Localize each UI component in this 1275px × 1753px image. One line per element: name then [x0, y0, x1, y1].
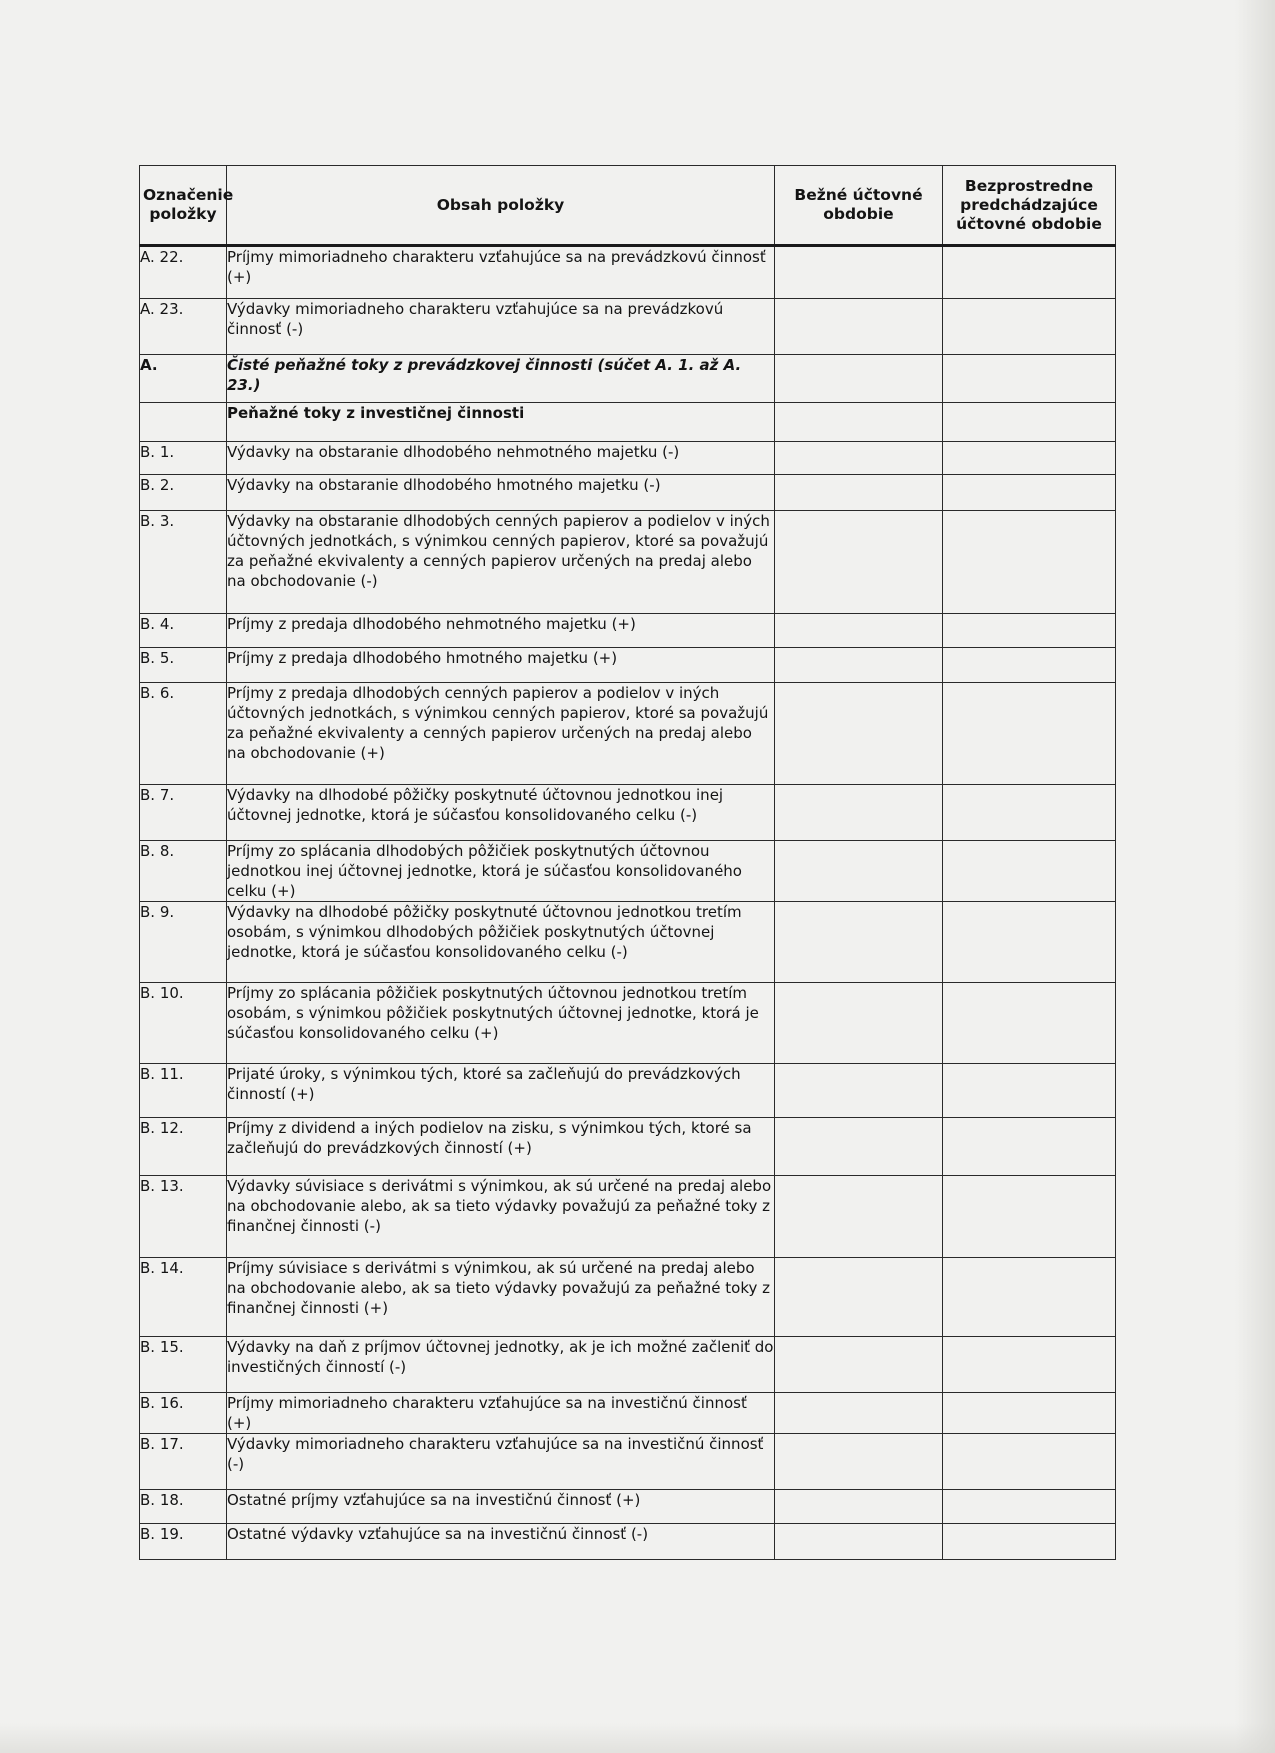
- row-description: Výdavky na dlhodobé pôžičky poskytnuté účtovnou jednotkou tretím osobám, s výnimkou dlhodobých pôžičiek poskytnutých účtovnej jednotke, ktorá je súčasťou konsolidovaného celku (-): [227, 902, 775, 983]
- table-row-total: [140, 355, 1116, 403]
- row-code: B. 19.: [140, 1524, 227, 1560]
- row-current-value: [775, 511, 943, 614]
- row-current-value: [775, 246, 943, 299]
- table-row: [140, 648, 1116, 683]
- row-current-value: [775, 648, 943, 683]
- table-row: [140, 1258, 1116, 1337]
- row-current-value: [775, 902, 943, 983]
- header-previous-label: Bezprostredne predchádzajúce účtovné obdobie: [956, 176, 1102, 233]
- row-description: Výdavky na dlhodobé pôžičky poskytnuté účtovnou jednotkou inej účtovnej jednotke, ktorá je súčasťou konsolidovaného celku (-): [227, 785, 775, 841]
- header-current-label: Bežné účtovné obdobie: [794, 186, 923, 223]
- row-previous-value: [943, 442, 1116, 475]
- row-description: Výdavky na obstaranie dlhodobého nehmotného majetku (-): [227, 442, 775, 475]
- row-description: Príjmy mimoriadneho charakteru vzťahujúce sa na investičnú činnosť (+): [227, 1393, 775, 1434]
- row-previous-value: [943, 614, 1116, 648]
- row-current-value: [775, 1176, 943, 1258]
- row-code: B. 2.: [140, 475, 227, 511]
- row-description: Výdavky súvisiace s derivátmi s výnimkou, ak sú určené na predaj alebo na obchodovanie alebo, ak sa tieto výdavky považujú za peňažné toky z finančnej činnosti (-): [227, 1176, 775, 1258]
- row-code: B. 15.: [140, 1337, 227, 1393]
- row-previous-value: [943, 683, 1116, 785]
- table-row: [140, 1524, 1116, 1560]
- row-code: B. 10.: [140, 983, 227, 1064]
- row-description: Prijaté úroky, s výnimkou tých, ktoré sa začleňujú do prevádzkových činností (+): [227, 1064, 775, 1118]
- row-current-value: [775, 403, 943, 442]
- row-code: B. 9.: [140, 902, 227, 983]
- header-code-label: Označenie položky: [143, 186, 234, 223]
- row-code: A. 22.: [140, 246, 227, 299]
- row-code: A.: [140, 355, 227, 403]
- row-code: B. 4.: [140, 614, 227, 648]
- row-description: Príjmy súvisiace s derivátmi s výnimkou, ak sú určené na predaj alebo na obchodovanie alebo, ak sa tieto výdavky považujú za peňažné toky z finančnej činnosti (+): [227, 1258, 775, 1337]
- row-description: Výdavky na obstaranie dlhodobých cenných papierov a podielov v iných účtovných jednotkách, s výnimkou cenných papierov, ktoré sa považujú za peňažné ekvivalenty a cenných papierov určených na predaj alebo na obchodovanie (-): [227, 511, 775, 614]
- row-code: B. 17.: [140, 1434, 227, 1490]
- table-row: [140, 1064, 1116, 1118]
- row-previous-value: [943, 475, 1116, 511]
- row-previous-value: [943, 403, 1116, 442]
- row-description: Príjmy z predaja dlhodobého nehmotného majetku (+): [227, 614, 775, 648]
- row-description: Príjmy zo splácania pôžičiek poskytnutých účtovnou jednotkou tretím osobám, s výnimkou pôžičiek poskytnutých účtovnej jednotke, ktorá je súčasťou konsolidovaného celku (+): [227, 983, 775, 1064]
- row-previous-value: [943, 648, 1116, 683]
- table-row: [140, 299, 1116, 355]
- header-content-label: Obsah položky: [436, 195, 565, 214]
- table-row: [140, 475, 1116, 511]
- row-current-value: [775, 1118, 943, 1176]
- row-current-value: [775, 442, 943, 475]
- row-description: Výdavky mimoriadneho charakteru vzťahujúce sa na investičnú činnosť (-): [227, 1434, 775, 1490]
- table-row-section-heading: [140, 403, 1116, 442]
- table-row: [140, 246, 1116, 299]
- table-row: [140, 1393, 1116, 1434]
- row-current-value: [775, 1393, 943, 1434]
- row-current-value: [775, 785, 943, 841]
- header-code: [140, 166, 234, 246]
- row-description: Ostatné výdavky vzťahujúce sa na investičnú činnosť (-): [227, 1524, 775, 1560]
- table-row: [140, 1490, 1116, 1524]
- row-code: B. 7.: [140, 785, 227, 841]
- row-current-value: [775, 1524, 943, 1560]
- cash-flow-table: [139, 165, 1116, 1560]
- table-row: [140, 511, 1116, 614]
- row-description: Výdavky na daň z príjmov účtovnej jednotky, ak je ich možné začleniť do investičných činností (-): [227, 1337, 775, 1393]
- row-current-value: [775, 1064, 943, 1118]
- row-code: B. 18.: [140, 1490, 227, 1524]
- row-previous-value: [943, 902, 1116, 983]
- table-row: [140, 683, 1116, 785]
- row-current-value: [775, 1337, 943, 1393]
- row-previous-value: [943, 841, 1116, 902]
- table-row: [140, 902, 1116, 983]
- row-code: B. 5.: [140, 648, 227, 683]
- table-row: [140, 1337, 1116, 1393]
- row-previous-value: [943, 1524, 1116, 1560]
- row-description: Výdavky mimoriadneho charakteru vzťahujúce sa na prevádzkovú činnosť (-): [227, 299, 775, 355]
- table-row: [140, 785, 1116, 841]
- row-previous-value: [943, 1490, 1116, 1524]
- row-previous-value: [943, 299, 1116, 355]
- row-current-value: [775, 299, 943, 355]
- row-description: Príjmy z predaja dlhodobých cenných papierov a podielov v iných účtovných jednotkách, s výnimkou cenných papierov, ktoré sa považujú za peňažné ekvivalenty a cenných papierov určených na predaj alebo na obchodovanie (+): [227, 683, 775, 785]
- row-current-value: [775, 1434, 943, 1490]
- row-code: B. 11.: [140, 1064, 227, 1118]
- row-code: A. 23.: [140, 299, 227, 355]
- table-row: [140, 1176, 1116, 1258]
- row-current-value: [775, 841, 943, 902]
- row-description: Príjmy zo splácania dlhodobých pôžičiek poskytnutých účtovnou jednotkou inej účtovnej jednotke, ktorá je súčasťou konsolidovaného celku (+): [227, 841, 775, 902]
- header-current-period: [775, 166, 943, 246]
- row-previous-value: [943, 511, 1116, 614]
- row-code: B. 6.: [140, 683, 227, 785]
- row-previous-value: [943, 1258, 1116, 1337]
- row-description: Príjmy z predaja dlhodobého hmotného majetku (+): [227, 648, 775, 683]
- row-description: Príjmy z dividend a iných podielov na zisku, s výnimkou tých, ktoré sa začleňujú do prevádzkových činností (+): [227, 1118, 775, 1176]
- row-description: Ostatné príjmy vzťahujúce sa na investičnú činnosť (+): [227, 1490, 775, 1524]
- row-previous-value: [943, 246, 1116, 299]
- row-description: Peňažné toky z investičnej činnosti: [227, 403, 775, 442]
- table-row: [140, 442, 1116, 475]
- table-row: [140, 614, 1116, 648]
- row-previous-value: [943, 355, 1116, 403]
- row-code: B. 8.: [140, 841, 227, 902]
- row-previous-value: [943, 1064, 1116, 1118]
- row-previous-value: [943, 1434, 1116, 1490]
- table-row: [140, 1434, 1116, 1490]
- row-code: B. 16.: [140, 1393, 227, 1434]
- header-content: [227, 166, 775, 246]
- row-current-value: [775, 683, 943, 785]
- row-current-value: [775, 983, 943, 1064]
- table-row: [140, 841, 1116, 902]
- row-code: B. 3.: [140, 511, 227, 614]
- row-current-value: [775, 355, 943, 403]
- row-previous-value: [943, 1118, 1116, 1176]
- page-bottom-shadow: [0, 1723, 1275, 1753]
- row-current-value: [775, 1258, 943, 1337]
- row-code: B. 14.: [140, 1258, 227, 1337]
- row-description: Príjmy mimoriadneho charakteru vzťahujúce sa na prevádzkovú činnosť (+): [227, 246, 775, 299]
- row-code: B. 13.: [140, 1176, 227, 1258]
- row-previous-value: [943, 1337, 1116, 1393]
- row-description: Výdavky na obstaranie dlhodobého hmotného majetku (-): [227, 475, 775, 511]
- row-description: Čisté peňažné toky z prevádzkovej činnosti (súčet A. 1. až A. 23.): [227, 355, 775, 403]
- header-previous-period: [943, 166, 1116, 246]
- table-header-row: [140, 166, 1116, 246]
- row-previous-value: [943, 1176, 1116, 1258]
- row-current-value: [775, 1490, 943, 1524]
- table-row: [140, 983, 1116, 1064]
- row-previous-value: [943, 785, 1116, 841]
- row-current-value: [775, 475, 943, 511]
- row-previous-value: [943, 983, 1116, 1064]
- table-row: [140, 1118, 1116, 1176]
- row-code: B. 1.: [140, 442, 227, 475]
- row-current-value: [775, 614, 943, 648]
- row-previous-value: [943, 1393, 1116, 1434]
- row-code: B. 12.: [140, 1118, 227, 1176]
- page-edge-shadow: [1235, 0, 1275, 1753]
- row-code: [140, 403, 227, 442]
